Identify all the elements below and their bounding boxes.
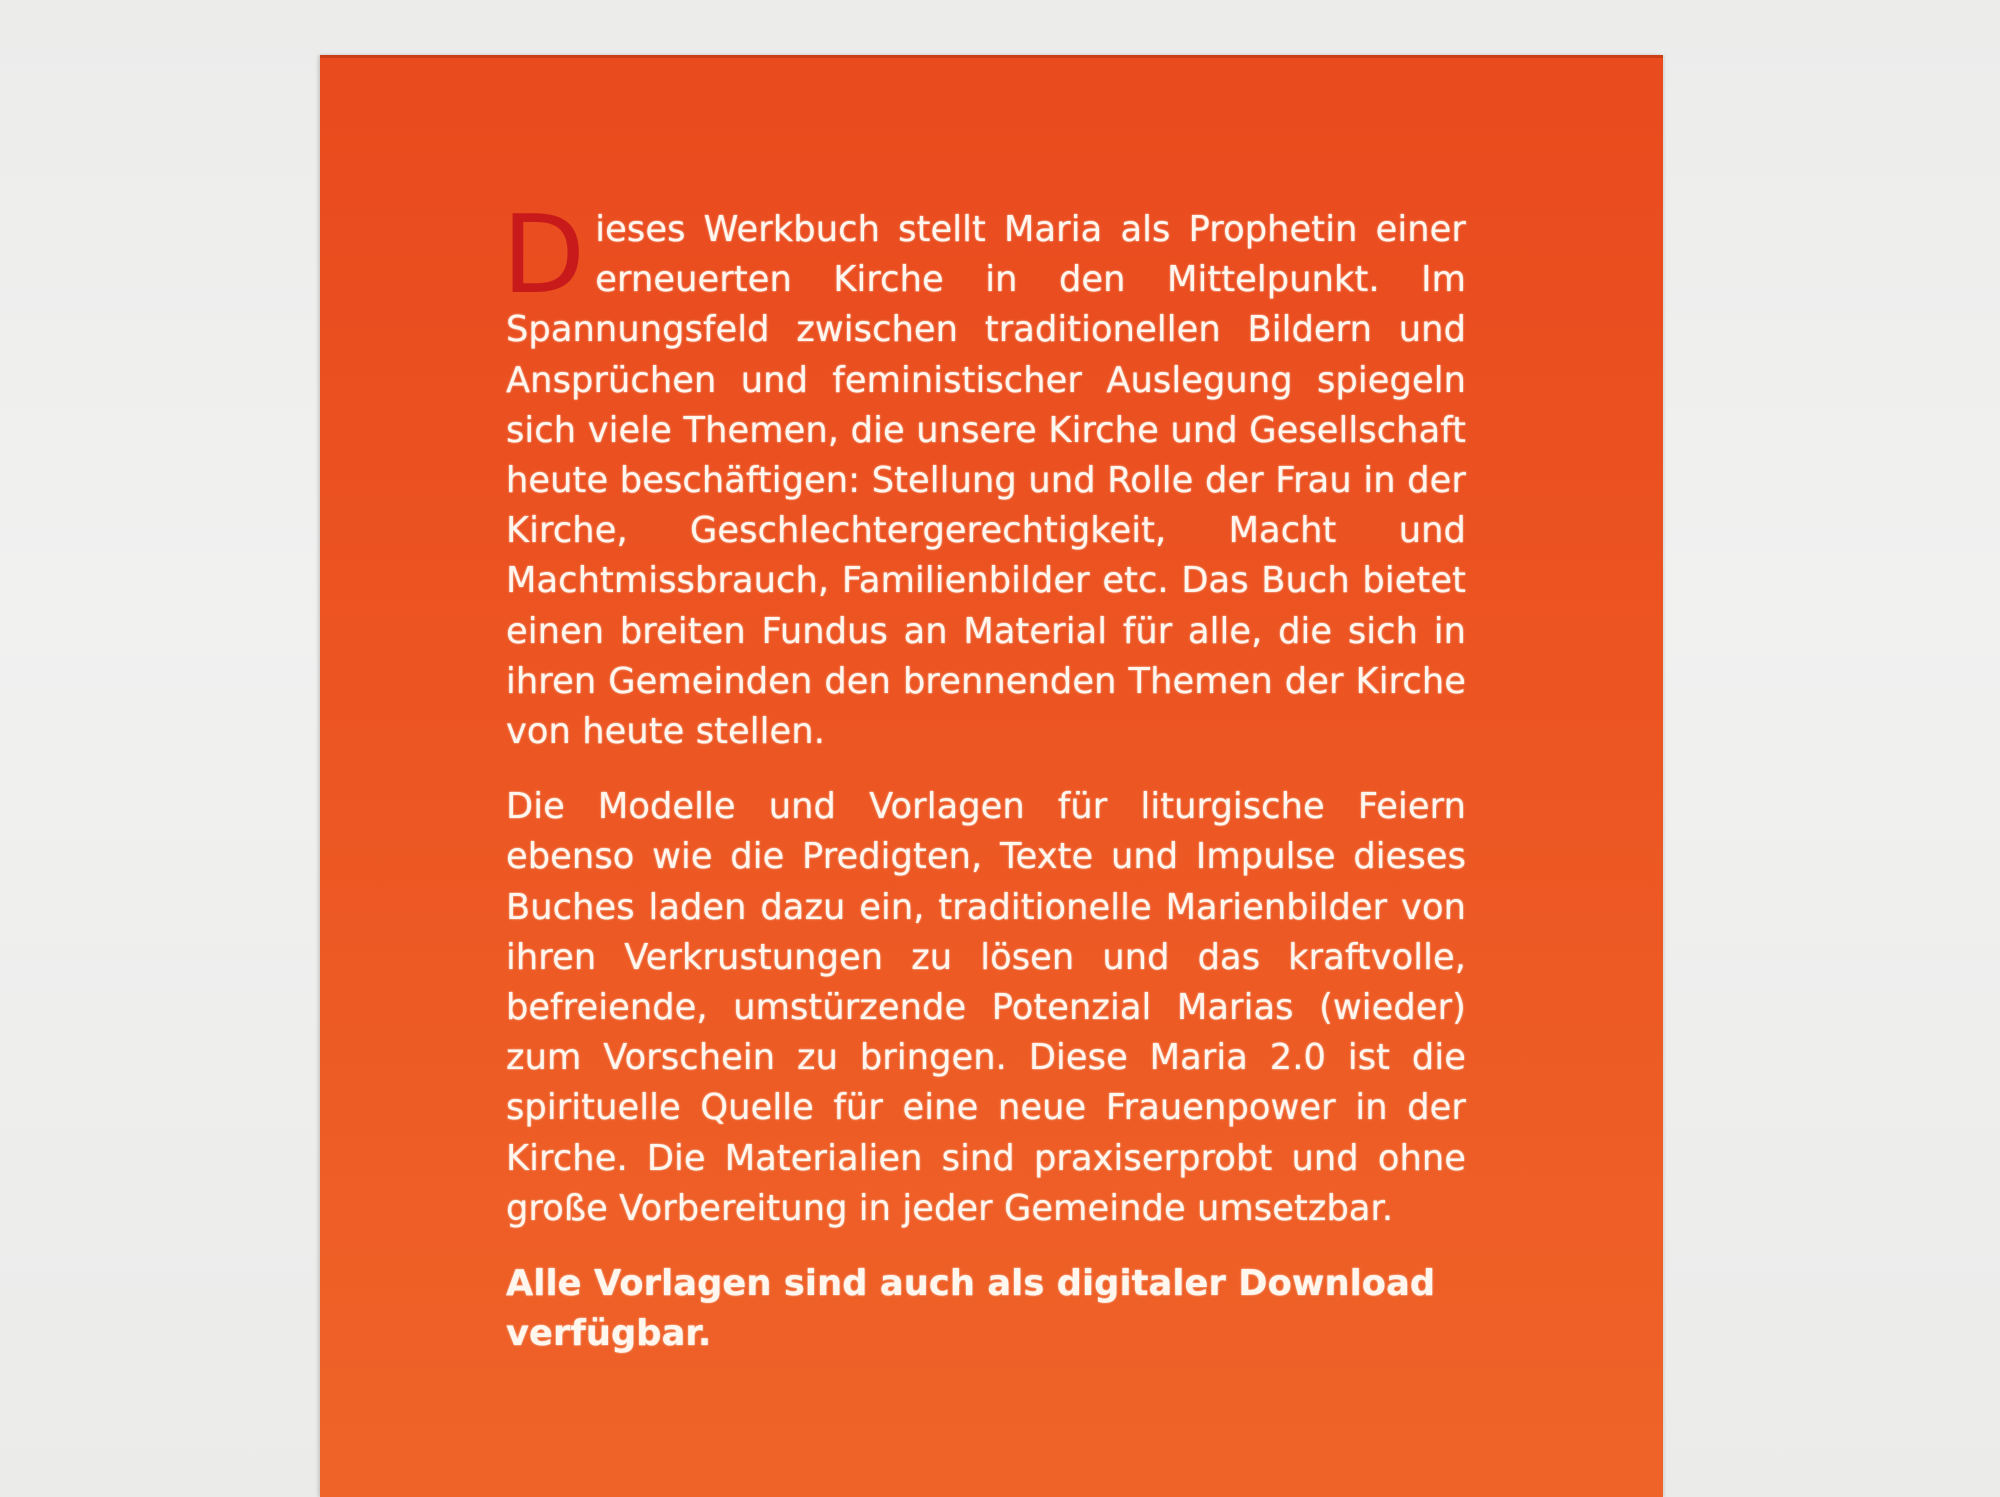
download-note: Alle Vorlagen sind auch als digitaler Download verfügbar. bbox=[506, 1263, 1436, 1355]
drop-cap-initial: D bbox=[502, 193, 586, 318]
blurb-paragraph-2: Die Modelle und Vorlagen für liturgische Feiern ebenso wie die Predigten, Texte und Impulse dieses Buches laden dazu ein, traditionelle Marienbilder von ihren Verkrustungen zu lösen und das kraftvolle, befreiende, umstürzende Potenzial Marias (wieder) zum Vorschein zu bringen. Diese Maria 2.0 ist die spirituelle Quelle für eine neue Frauenpower in der Kirche. Die Materialien sind praxiserprobt und ohne große Vorbereitung in jeder Gemeinde umsetzbar. bbox=[506, 786, 1466, 1229]
blurb-text bbox=[502, 193, 1466, 1359]
book-back-cover bbox=[320, 55, 1663, 1497]
blurb-paragraph-1-text: ieses Werkbuch stellt Maria als Prophetin einer erneuerten Kirche in den Mittelpunkt. Im Spannungsfeld zwischen traditionellen Bildern und Ansprüchen und feministischer Auslegung spiegeln sich viele Themen, die unsere Kirche und Gesellschaft heute beschäftigen: Stellung und Rolle der Frau in der Kirche, Geschlechtergerechtigkeit, Macht und Machtmissbrauch, Familienbilder etc. Das Buch bietet einen breiten Fundus an Material für alle, die sich in ihren Gemeinden den brennenden Themen der Kirche von heute stellen. bbox=[506, 209, 1466, 753]
blurb-paragraph-1 bbox=[502, 193, 1466, 757]
